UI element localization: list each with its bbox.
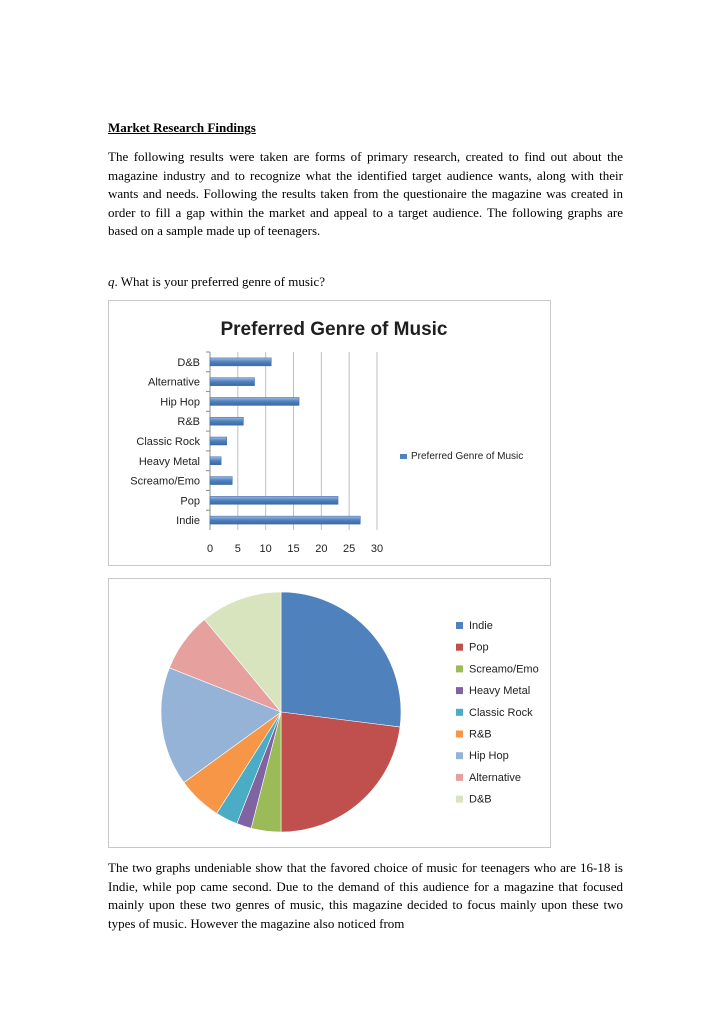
survey-question (108, 274, 325, 290)
bar-r-b (210, 417, 243, 425)
legend-label: Alternative (469, 771, 521, 784)
x-tick-label: 15 (287, 543, 300, 555)
x-tick-label: 10 (259, 543, 272, 555)
bar-chart-svg (109, 301, 552, 567)
legend-swatch-alternative (456, 774, 463, 781)
x-tick-label: 5 (234, 543, 241, 555)
legend-swatch-screamo-emo (456, 665, 463, 672)
y-tick-label: Alternative (148, 376, 200, 389)
y-tick-label: Indie (176, 515, 200, 528)
bar-classic-rock (210, 437, 227, 445)
y-tick-label: Hip Hop (160, 396, 200, 409)
legend-swatch-classic-rock (456, 709, 463, 716)
legend-label: Screamo/Emo (469, 663, 539, 676)
section-heading: Market Research Findings (108, 120, 256, 135)
y-tick-label: R&B (177, 416, 200, 429)
y-tick-label: Screamo/Emo (130, 475, 200, 488)
y-tick-label: D&B (177, 356, 200, 369)
legend-swatch-hip-hop (456, 752, 463, 759)
conclusion-paragraph: The two graphs undeniable show that the favored choice of music for teenagers who are 16-18 is Indie, while pop came second. Due to the demand of this audience for a magazine that focused mainly upon these two genres of music, this magazine decided to focus mainly upon these two types of music. However the magazine also noticed from (108, 860, 623, 931)
pie-slice-indie (281, 592, 401, 727)
bar-pop (210, 496, 338, 504)
bar-screamo-emo (210, 477, 232, 485)
legend-label: D&B (469, 793, 492, 806)
legend-label: Hip Hop (469, 750, 509, 763)
chart-title: Preferred Genre of Music (220, 319, 448, 340)
intro-paragraph: The following results were taken are forms of primary research, created to find out about the magazine industry and to recognize what the identified target audience wants, along with their wants and needs. Following the results taken from the questionaire the magazine was created in order to fill a gap within the market and appeal to a target audience. The following graphs are based on a sample made up of teenagers. (108, 149, 623, 238)
pie-chart (108, 578, 551, 848)
x-tick-label: 30 (370, 543, 384, 555)
x-tick-label: 0 (206, 543, 214, 555)
x-tick-label: 20 (315, 543, 328, 555)
pie-chart-svg (109, 579, 552, 849)
bar-alternative (210, 378, 255, 386)
legend-swatch-d-b (456, 796, 463, 803)
bar-indie (210, 516, 360, 524)
legend-label: Indie (469, 620, 493, 632)
legend-swatch-pop (456, 644, 463, 651)
legend-swatch-heavy-metal (456, 687, 463, 694)
bar-heavy-metal (210, 457, 221, 465)
legend-label: Pop (469, 641, 489, 654)
y-tick-label: Classic Rock (136, 436, 200, 448)
legend-swatch-r-b (456, 731, 463, 738)
bar-chart (108, 300, 551, 566)
bar-hip-hop (210, 397, 299, 405)
x-tick-label: 25 (343, 543, 356, 555)
legend-label: Classic Rock (469, 706, 533, 719)
question-prefix: q (108, 274, 115, 289)
legend-swatch-indie (456, 622, 463, 629)
bar-d-b (210, 358, 271, 366)
legend-swatch (400, 454, 407, 459)
legend-label: R&B (469, 728, 492, 741)
legend-label: Preferred Genre of Music (411, 451, 524, 462)
legend-label: Heavy Metal (469, 685, 531, 698)
y-tick-label: Heavy Metal (138, 455, 200, 468)
y-tick-label: Pop (180, 495, 200, 508)
question-text: . What is your preferred genre of music? (114, 274, 326, 289)
pie-slice-pop (281, 712, 400, 832)
